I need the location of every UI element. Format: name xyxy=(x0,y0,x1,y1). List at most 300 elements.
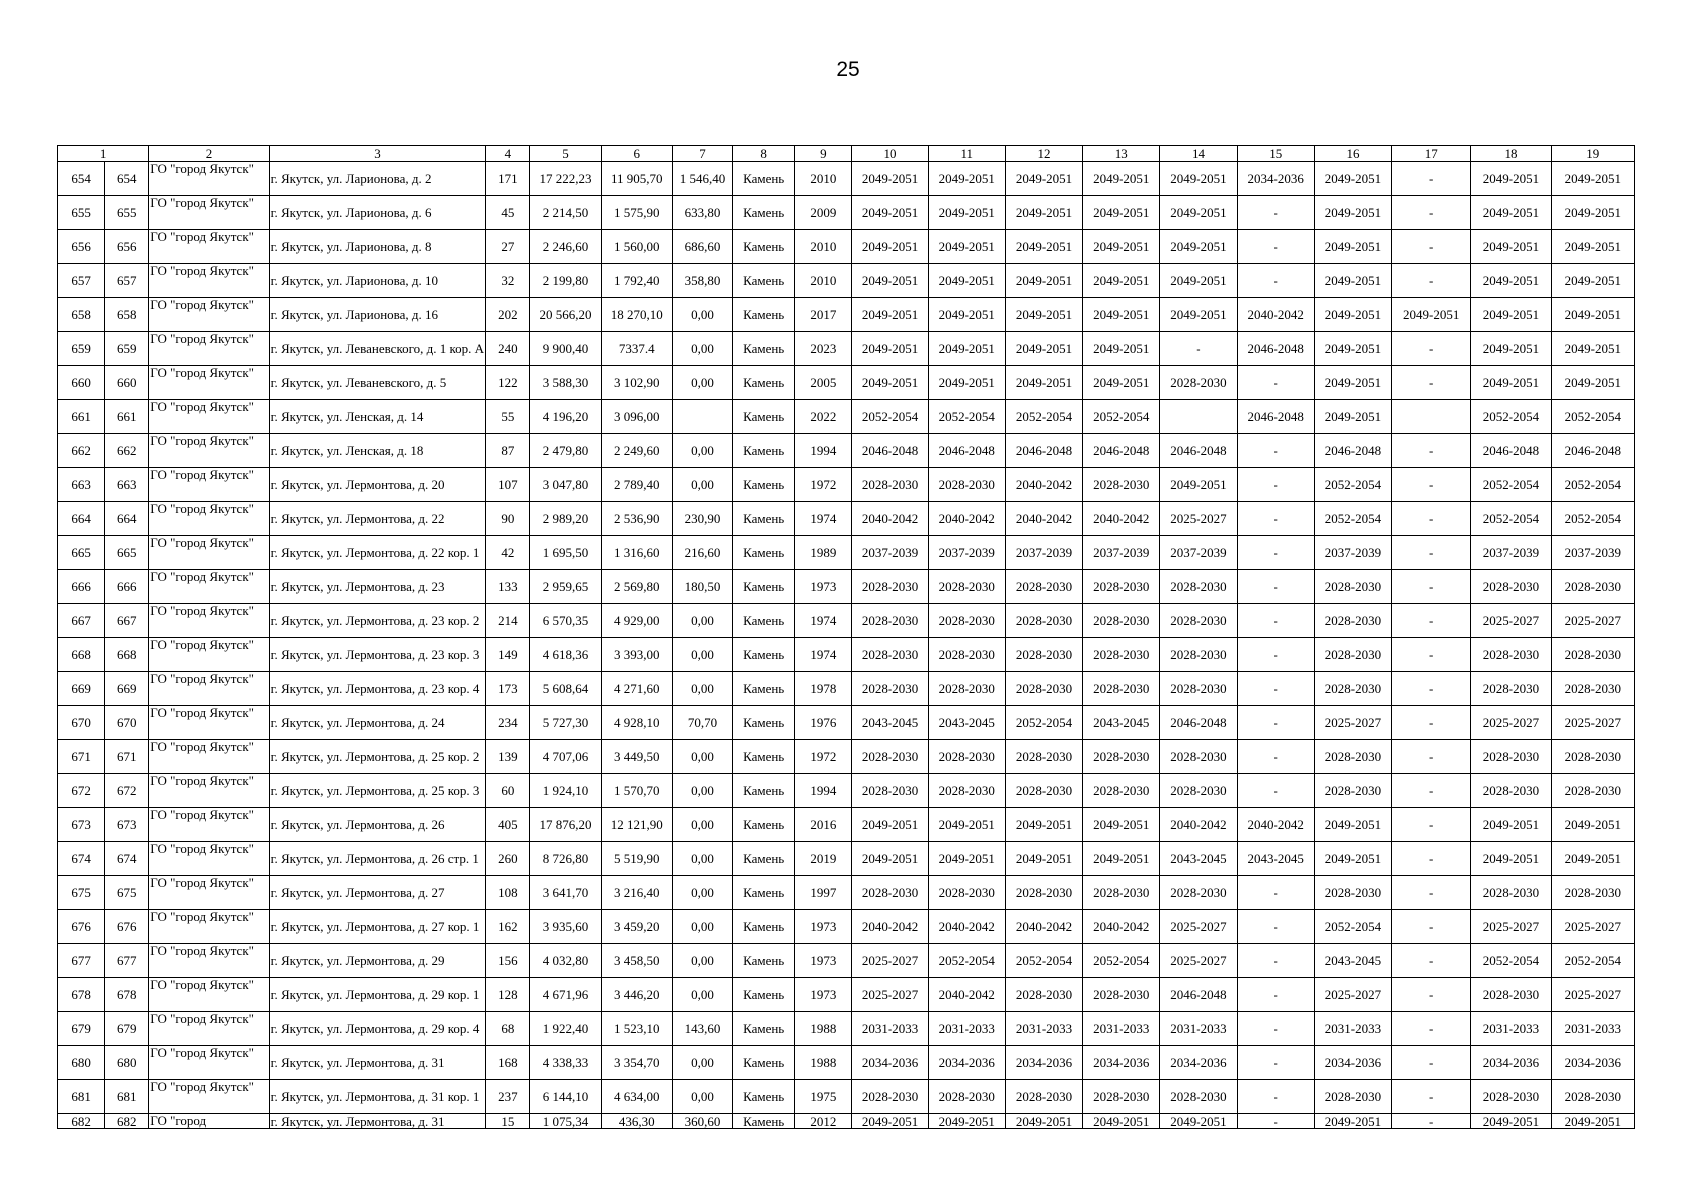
table-cell: 2016 xyxy=(795,808,852,842)
table-cell: 2028-2030 xyxy=(1471,672,1551,706)
table-cell: 2049-2051 xyxy=(1314,400,1391,434)
table-cell: 2049-2051 xyxy=(1083,264,1160,298)
table-cell: г. Якутск, ул. Леваневского, д. 1 кор. А xyxy=(269,332,486,366)
table-cell: - xyxy=(1392,196,1471,230)
table-cell: 1 523,10 xyxy=(601,1012,672,1046)
table-cell: 2040-2042 xyxy=(852,910,928,944)
table-cell: 1 316,60 xyxy=(601,536,672,570)
table-cell: 2025-2027 xyxy=(1551,706,1634,740)
table-cell: 2046-2048 xyxy=(852,434,928,468)
table-cell: 633,80 xyxy=(672,196,732,230)
table-cell: 2046-2048 xyxy=(1160,706,1237,740)
table-cell: 2028-2030 xyxy=(1314,774,1391,808)
table-cell: - xyxy=(1237,366,1314,400)
table-cell: 237 xyxy=(486,1080,530,1114)
table-cell: 2028-2030 xyxy=(1160,774,1237,808)
table-cell: 0,00 xyxy=(672,944,732,978)
table-cell: 2037-2039 xyxy=(928,536,1005,570)
table-cell: 2028-2030 xyxy=(1314,876,1391,910)
table-cell: 2049-2051 xyxy=(1551,162,1634,196)
column-header: 18 xyxy=(1471,146,1551,162)
table-cell: 671 xyxy=(105,740,149,774)
table-cell: 2049-2051 xyxy=(1314,366,1391,400)
table-cell: 2 536,90 xyxy=(601,502,672,536)
table-row xyxy=(58,536,1635,570)
table-cell: 2028-2030 xyxy=(928,740,1005,774)
table-cell: Камень xyxy=(733,196,795,230)
table-row xyxy=(58,230,1635,264)
table-cell: г. Якутск, ул. Лермонтова, д. 25 кор. 3 xyxy=(269,774,486,808)
table-cell: 68 xyxy=(486,1012,530,1046)
table-cell: 0,00 xyxy=(672,672,732,706)
table-cell: 2052-2054 xyxy=(1471,400,1551,434)
table-cell: 108 xyxy=(486,876,530,910)
table-cell: 2049-2051 xyxy=(852,298,928,332)
table-cell: 2046-2048 xyxy=(928,434,1005,468)
table-cell: - xyxy=(1392,366,1471,400)
table-cell: 668 xyxy=(58,638,105,672)
table-cell: Камень xyxy=(733,162,795,196)
table-cell: 1 570,70 xyxy=(601,774,672,808)
table-cell: 672 xyxy=(105,774,149,808)
table-cell: 2025-2027 xyxy=(1314,706,1391,740)
table-cell: 0,00 xyxy=(672,842,732,876)
column-header: 13 xyxy=(1083,146,1160,162)
table-cell: Камень xyxy=(733,842,795,876)
table-cell: 2025-2027 xyxy=(1551,978,1634,1012)
table-cell: - xyxy=(1237,604,1314,638)
table-cell: 2025-2027 xyxy=(1471,604,1551,638)
table-cell: 1972 xyxy=(795,740,852,774)
table-cell: 2 959,65 xyxy=(530,570,601,604)
table-cell: ГО "город Якутск" xyxy=(149,1046,269,1080)
table-cell: 1974 xyxy=(795,502,852,536)
table-cell: 2052-2054 xyxy=(1551,400,1634,434)
table-cell: 656 xyxy=(105,230,149,264)
table-cell: 2028-2030 xyxy=(1005,1080,1082,1114)
table-cell: 2052-2054 xyxy=(1471,468,1551,502)
table-cell: 1994 xyxy=(795,774,852,808)
table-cell: 2031-2033 xyxy=(1551,1012,1634,1046)
table-cell: 2028-2030 xyxy=(1083,570,1160,604)
table-row xyxy=(58,570,1635,604)
table-cell xyxy=(1160,400,1237,434)
table-cell: 133 xyxy=(486,570,530,604)
table-row xyxy=(58,332,1635,366)
table-cell: г. Якутск, ул. Леваневского, д. 5 xyxy=(269,366,486,400)
table-cell: 2028-2030 xyxy=(1083,876,1160,910)
table-cell: 2049-2051 xyxy=(1083,298,1160,332)
table-cell: 168 xyxy=(486,1046,530,1080)
table-cell: 681 xyxy=(105,1080,149,1114)
table-cell: Камень xyxy=(733,978,795,1012)
table-cell: - xyxy=(1392,332,1471,366)
table-cell: 2028-2030 xyxy=(1314,638,1391,672)
table-cell: 2028-2030 xyxy=(1083,978,1160,1012)
table-cell: 234 xyxy=(486,706,530,740)
table-cell: 2028-2030 xyxy=(1471,978,1551,1012)
table-cell: 2028-2030 xyxy=(1314,604,1391,638)
table-cell: г. Якутск, ул. Ленская, д. 14 xyxy=(269,400,486,434)
table-cell: 2040-2042 xyxy=(1237,808,1314,842)
table-cell: 2049-2051 xyxy=(852,366,928,400)
table-cell: 2028-2030 xyxy=(1471,638,1551,672)
table-cell: 2025-2027 xyxy=(1551,910,1634,944)
table-cell: 3 449,50 xyxy=(601,740,672,774)
table-cell: 2028-2030 xyxy=(1314,1080,1391,1114)
table-row xyxy=(58,774,1635,808)
table-cell: 2028-2030 xyxy=(928,604,1005,638)
table-cell: - xyxy=(1237,230,1314,264)
table-cell: 2052-2054 xyxy=(928,944,1005,978)
table-cell: 2028-2030 xyxy=(1551,638,1634,672)
table-cell: 4 671,96 xyxy=(530,978,601,1012)
table-cell: 669 xyxy=(58,672,105,706)
table-cell: ГО "город Якутск" xyxy=(149,570,269,604)
table-cell: 2022 xyxy=(795,400,852,434)
table-cell: 4 196,20 xyxy=(530,400,601,434)
table-cell: 2043-2045 xyxy=(1237,842,1314,876)
table-cell: - xyxy=(1237,1046,1314,1080)
table-cell: 55 xyxy=(486,400,530,434)
table-cell: 2028-2030 xyxy=(1005,604,1082,638)
column-header: 6 xyxy=(601,146,672,162)
table-cell: 2037-2039 xyxy=(1083,536,1160,570)
table-cell: 0,00 xyxy=(672,774,732,808)
table-cell: 0,00 xyxy=(672,638,732,672)
table-cell: Камень xyxy=(733,230,795,264)
table-cell: 2040-2042 xyxy=(1005,468,1082,502)
table-cell: 2031-2033 xyxy=(1160,1012,1237,1046)
table-cell: 173 xyxy=(486,672,530,706)
table-cell: 3 641,70 xyxy=(530,876,601,910)
table-cell: ГО "город Якутск" xyxy=(149,706,269,740)
table-cell: 2028-2030 xyxy=(1083,774,1160,808)
table-cell: 2049-2051 xyxy=(1005,366,1082,400)
table-cell: Камень xyxy=(733,808,795,842)
table-cell: Камень xyxy=(733,604,795,638)
table-cell: 2012 xyxy=(795,1114,852,1129)
table-cell: 667 xyxy=(105,604,149,638)
table-cell: 0,00 xyxy=(672,434,732,468)
table-cell: 2049-2051 xyxy=(1314,332,1391,366)
table-cell: 358,80 xyxy=(672,264,732,298)
table-cell: - xyxy=(1392,502,1471,536)
table-cell: 2005 xyxy=(795,366,852,400)
table-cell: 2049-2051 xyxy=(1471,808,1551,842)
table-row xyxy=(58,944,1635,978)
column-header: 5 xyxy=(530,146,601,162)
table-cell: 2049-2051 xyxy=(852,230,928,264)
table-cell: Камень xyxy=(733,910,795,944)
table-cell: 2040-2042 xyxy=(928,910,1005,944)
table-cell: 2028-2030 xyxy=(1551,740,1634,774)
table-cell xyxy=(1392,400,1471,434)
table-cell: 2049-2051 xyxy=(1083,162,1160,196)
table-cell: 2028-2030 xyxy=(1160,366,1237,400)
table-cell: 667 xyxy=(58,604,105,638)
table-cell: 2049-2051 xyxy=(1314,230,1391,264)
table-cell: ГО "город Якутск" xyxy=(149,774,269,808)
table-cell: Камень xyxy=(733,876,795,910)
table-cell: г. Якутск, ул. Лермонтова, д. 22 кор. 1 xyxy=(269,536,486,570)
table-row xyxy=(58,638,1635,672)
table-cell: 2040-2042 xyxy=(928,502,1005,536)
table-cell: ГО "город Якутск" xyxy=(149,638,269,672)
table-cell: 2025-2027 xyxy=(1471,706,1551,740)
table-cell: - xyxy=(1392,1046,1471,1080)
table-cell: 27 xyxy=(486,230,530,264)
table-cell: 17 876,20 xyxy=(530,808,601,842)
table-cell: 2028-2030 xyxy=(1551,774,1634,808)
table-cell: 2 789,40 xyxy=(601,468,672,502)
table-cell: 2049-2051 xyxy=(1083,196,1160,230)
table-cell: 2028-2030 xyxy=(1314,570,1391,604)
table-cell: 1974 xyxy=(795,604,852,638)
table-cell: 4 928,10 xyxy=(601,706,672,740)
table-cell: 673 xyxy=(58,808,105,842)
table-cell: 3 446,20 xyxy=(601,978,672,1012)
table-cell: 3 588,30 xyxy=(530,366,601,400)
table-cell: 660 xyxy=(58,366,105,400)
table-cell: 2031-2033 xyxy=(852,1012,928,1046)
table-cell: 2049-2051 xyxy=(1551,298,1634,332)
table-cell: 654 xyxy=(58,162,105,196)
table-cell: г. Якутск, ул. Ленская, д. 18 xyxy=(269,434,486,468)
table-cell: 2028-2030 xyxy=(1160,740,1237,774)
table-cell: 676 xyxy=(105,910,149,944)
table-cell: 2049-2051 xyxy=(852,196,928,230)
table-cell: 9 900,40 xyxy=(530,332,601,366)
table-cell: Камень xyxy=(733,400,795,434)
table-cell: 681 xyxy=(58,1080,105,1114)
table-cell: ГО "город Якутск" xyxy=(149,502,269,536)
table-cell: ГО "город Якутск" xyxy=(149,536,269,570)
table-cell: 162 xyxy=(486,910,530,944)
table-cell: Камень xyxy=(733,264,795,298)
table-cell: - xyxy=(1392,264,1471,298)
table-cell: 678 xyxy=(58,978,105,1012)
table-cell: - xyxy=(1237,502,1314,536)
table-cell: 122 xyxy=(486,366,530,400)
table-cell: 2052-2054 xyxy=(1005,400,1082,434)
table-cell: г. Якутск, ул. Лермонтова, д. 23 xyxy=(269,570,486,604)
table-cell: 668 xyxy=(105,638,149,672)
table-cell: 1 546,40 xyxy=(672,162,732,196)
table-cell: 42 xyxy=(486,536,530,570)
table-cell: 2028-2030 xyxy=(1471,774,1551,808)
table-cell: 655 xyxy=(58,196,105,230)
table-cell: 677 xyxy=(58,944,105,978)
table-cell: 128 xyxy=(486,978,530,1012)
table-cell: 2043-2045 xyxy=(852,706,928,740)
table-cell: 2028-2030 xyxy=(852,570,928,604)
table-cell: 2052-2054 xyxy=(1471,502,1551,536)
table-cell: 676 xyxy=(58,910,105,944)
table-cell: - xyxy=(1392,638,1471,672)
table-cell: - xyxy=(1392,434,1471,468)
table-cell: 2031-2033 xyxy=(1314,1012,1391,1046)
table-cell: 2025-2027 xyxy=(1314,978,1391,1012)
table-cell: 2028-2030 xyxy=(852,672,928,706)
table-cell: - xyxy=(1237,638,1314,672)
table-cell: 658 xyxy=(58,298,105,332)
table-cell: ГО "город Якутск" xyxy=(149,1012,269,1046)
table-cell: 666 xyxy=(58,570,105,604)
table-cell: 2019 xyxy=(795,842,852,876)
table-cell: 2028-2030 xyxy=(928,570,1005,604)
table-cell: 2037-2039 xyxy=(1314,536,1391,570)
table-cell: ГО "город Якутск" xyxy=(149,196,269,230)
table-cell: 2040-2042 xyxy=(1083,910,1160,944)
table-cell: 240 xyxy=(486,332,530,366)
table-cell: 0,00 xyxy=(672,1080,732,1114)
table-cell: 675 xyxy=(105,876,149,910)
table-cell: 2034-2036 xyxy=(852,1046,928,1080)
table-cell: 0,00 xyxy=(672,876,732,910)
table-cell: 2031-2033 xyxy=(1471,1012,1551,1046)
table-row xyxy=(58,434,1635,468)
table-cell: 2049-2051 xyxy=(1471,230,1551,264)
table-cell: 3 935,60 xyxy=(530,910,601,944)
table-cell: 2049-2051 xyxy=(852,808,928,842)
table-cell: г. Якутск, ул. Лермонтова, д. 29 кор. 4 xyxy=(269,1012,486,1046)
table-cell: 0,00 xyxy=(672,1046,732,1080)
table-cell: ГО "город Якутск" xyxy=(149,740,269,774)
table-cell: 679 xyxy=(105,1012,149,1046)
table-cell: 1 922,40 xyxy=(530,1012,601,1046)
table-cell: 2034-2036 xyxy=(1005,1046,1082,1080)
table-cell: 0,00 xyxy=(672,468,732,502)
table-cell: - xyxy=(1392,1080,1471,1114)
table-cell: 2049-2051 xyxy=(1314,808,1391,842)
column-header: 15 xyxy=(1237,146,1314,162)
table-cell: 2010 xyxy=(795,264,852,298)
table-row xyxy=(58,978,1635,1012)
table-cell: Камень xyxy=(733,638,795,672)
table-cell: 2009 xyxy=(795,196,852,230)
table-cell: 2028-2030 xyxy=(928,468,1005,502)
table-cell: ГО "город Якутск" xyxy=(149,1080,269,1114)
table-row xyxy=(58,604,1635,638)
table-cell: 1972 xyxy=(795,468,852,502)
table-cell: 2049-2051 xyxy=(1471,366,1551,400)
table-cell: 0,00 xyxy=(672,332,732,366)
table-cell: 8 726,80 xyxy=(530,842,601,876)
table-cell: 4 271,60 xyxy=(601,672,672,706)
table-cell: 20 566,20 xyxy=(530,298,601,332)
table-cell: Камень xyxy=(733,944,795,978)
table-cell: 680 xyxy=(58,1046,105,1080)
column-header: 14 xyxy=(1160,146,1237,162)
table-cell: 2049-2051 xyxy=(928,366,1005,400)
table-cell: - xyxy=(1392,842,1471,876)
table-cell: 2049-2051 xyxy=(1471,298,1551,332)
table-cell: 2034-2036 xyxy=(1237,162,1314,196)
table-cell: 2049-2051 xyxy=(928,230,1005,264)
table-cell: Камень xyxy=(733,468,795,502)
table-cell: 6 144,10 xyxy=(530,1080,601,1114)
table-cell: 2046-2048 xyxy=(1160,434,1237,468)
table-cell: 2028-2030 xyxy=(928,876,1005,910)
table-cell: ГО "город Якутск" xyxy=(149,230,269,264)
table-cell: 2052-2054 xyxy=(1005,944,1082,978)
table-cell: 436,30 xyxy=(601,1114,672,1129)
table-cell: 0,00 xyxy=(672,604,732,638)
table-cell: 2049-2051 xyxy=(928,264,1005,298)
table-cell: 70,70 xyxy=(672,706,732,740)
column-header: 17 xyxy=(1392,146,1471,162)
table-cell: 663 xyxy=(105,468,149,502)
table-cell: 2034-2036 xyxy=(1160,1046,1237,1080)
table-cell: 2049-2051 xyxy=(1314,196,1391,230)
table-row xyxy=(58,1080,1635,1114)
table-cell: 2049-2051 xyxy=(1160,196,1237,230)
table-cell: - xyxy=(1392,740,1471,774)
table-cell: 675 xyxy=(58,876,105,910)
table-cell: 0,00 xyxy=(672,366,732,400)
table-cell: 2049-2051 xyxy=(1314,162,1391,196)
table-cell: - xyxy=(1237,1012,1314,1046)
table-cell: 2025-2027 xyxy=(1160,944,1237,978)
table-cell: 2049-2051 xyxy=(1005,264,1082,298)
table-cell: 2049-2051 xyxy=(1005,332,1082,366)
table-cell: 2028-2030 xyxy=(1083,672,1160,706)
table-cell: 664 xyxy=(105,502,149,536)
table-cell: 2049-2051 xyxy=(1471,1114,1551,1129)
page-number: 25 xyxy=(836,58,860,81)
table-cell: 5 727,30 xyxy=(530,706,601,740)
table-cell: 2049-2051 xyxy=(1005,808,1082,842)
table-cell: 2028-2030 xyxy=(1551,876,1634,910)
table-cell: ГО "город Якутск" xyxy=(149,604,269,638)
table-cell: 2049-2051 xyxy=(852,842,928,876)
table-cell: Камень xyxy=(733,366,795,400)
table-cell: 2031-2033 xyxy=(1083,1012,1160,1046)
table-cell: 2049-2051 xyxy=(928,298,1005,332)
table-cell: 677 xyxy=(105,944,149,978)
table-cell: 657 xyxy=(105,264,149,298)
table-cell: 2049-2051 xyxy=(928,808,1005,842)
table-cell: 2028-2030 xyxy=(1160,1080,1237,1114)
table-cell: Камень xyxy=(733,672,795,706)
table-cell: 2028-2030 xyxy=(852,740,928,774)
table-cell: 214 xyxy=(486,604,530,638)
table-cell: 0,00 xyxy=(672,808,732,842)
table-cell: 2046-2048 xyxy=(1471,434,1551,468)
table-cell: ГО "город Якутск" xyxy=(149,366,269,400)
table-cell: 2043-2045 xyxy=(1160,842,1237,876)
table-cell: 2040-2042 xyxy=(928,978,1005,1012)
table-cell: - xyxy=(1392,1012,1471,1046)
table-cell: 0,00 xyxy=(672,978,732,1012)
table-cell: - xyxy=(1237,672,1314,706)
table-cell: - xyxy=(1237,876,1314,910)
table-cell: 2025-2027 xyxy=(1551,604,1634,638)
table-cell: 2028-2030 xyxy=(1471,876,1551,910)
table-cell: Камень xyxy=(733,740,795,774)
table-cell: 664 xyxy=(58,502,105,536)
table-cell: 2037-2039 xyxy=(1551,536,1634,570)
table-cell: 2028-2030 xyxy=(1005,978,1082,1012)
table-cell: 659 xyxy=(58,332,105,366)
table-cell: 2049-2051 xyxy=(1083,230,1160,264)
table-cell: - xyxy=(1392,1114,1471,1129)
table-cell: - xyxy=(1237,944,1314,978)
table-cell: 4 338,33 xyxy=(530,1046,601,1080)
table-cell: 682 xyxy=(105,1114,149,1129)
table-cell: 2049-2051 xyxy=(1005,162,1082,196)
